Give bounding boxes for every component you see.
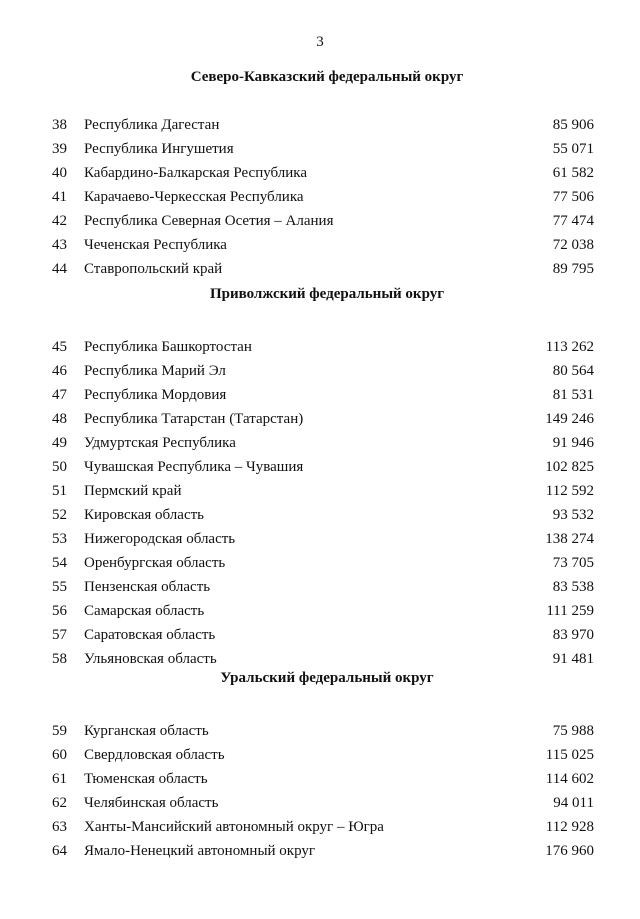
- table-rows: [0, 335, 640, 671]
- region-name: Оренбургская область: [84, 555, 226, 571]
- row-number: 64: [52, 843, 67, 859]
- region-name: Республика Татарстан (Татарстан): [84, 411, 304, 427]
- row-number: 54: [52, 555, 67, 571]
- region-value: 72 038: [552, 237, 594, 253]
- section-title: Северо-Кавказский федеральный округ: [190, 69, 464, 85]
- table-row: [0, 335, 640, 359]
- region-value: 80 564: [552, 363, 594, 379]
- region-name: Республика Дагестан: [84, 117, 220, 133]
- region-name: Челябинская область: [84, 795, 219, 811]
- region-value: 91 946: [552, 435, 594, 451]
- table-row: [0, 431, 640, 455]
- row-number: 52: [52, 507, 67, 523]
- region-name: Самарская область: [84, 603, 205, 619]
- row-number: 42: [52, 213, 67, 229]
- region-value: 112 592: [545, 483, 594, 499]
- row-number: 62: [52, 795, 67, 811]
- region-value: 81 531: [552, 387, 594, 403]
- table-row: [0, 257, 640, 281]
- row-number: 58: [52, 651, 67, 667]
- table-row: [0, 623, 640, 647]
- table-row: [0, 839, 640, 863]
- row-number: 63: [52, 819, 67, 835]
- region-value: 102 825: [545, 459, 594, 475]
- region-value: 75 988: [552, 723, 594, 739]
- table-row: [0, 791, 640, 815]
- region-value: 176 960: [545, 843, 594, 859]
- table-row: [0, 113, 640, 137]
- region-name: Свердловская область: [84, 747, 225, 763]
- table-row: [0, 359, 640, 383]
- table-row: [0, 233, 640, 257]
- section-ural: [0, 668, 640, 863]
- region-value: 73 705: [552, 555, 594, 571]
- table-row: [0, 767, 640, 791]
- table-row: [0, 719, 640, 743]
- region-name: Кировская область: [84, 507, 205, 523]
- page-number: 3: [316, 34, 324, 50]
- region-value: 138 274: [545, 531, 594, 547]
- region-name: Пензенская область: [84, 579, 211, 595]
- row-number: 48: [52, 411, 67, 427]
- region-value: 113 262: [545, 339, 594, 355]
- row-number: 44: [52, 261, 67, 277]
- row-number: 39: [52, 141, 67, 157]
- region-name: Ханты-Мансийский автономный округ – Югра: [84, 819, 384, 835]
- region-name: Республика Марий Эл: [84, 363, 226, 379]
- region-name: Республика Ингушетия: [84, 141, 234, 157]
- region-value: 91 481: [552, 651, 594, 667]
- table-row: [0, 599, 640, 623]
- region-value: 149 246: [545, 411, 594, 427]
- region-value: 55 071: [552, 141, 594, 157]
- region-name: Ямало-Ненецкий автономный округ: [84, 843, 316, 859]
- region-name: Курганская область: [84, 723, 209, 739]
- table-row: [0, 503, 640, 527]
- row-number: 38: [52, 117, 67, 133]
- region-value: 77 506: [552, 189, 594, 205]
- row-number: 51: [52, 483, 67, 499]
- table-row: [0, 185, 640, 209]
- region-value: 83 538: [552, 579, 594, 595]
- section-title: Приволжский федеральный округ: [209, 286, 445, 302]
- region-value: 85 906: [552, 117, 594, 133]
- table-rows: [0, 719, 640, 863]
- region-name: Нижегородская область: [84, 531, 236, 547]
- row-number: 57: [52, 627, 67, 643]
- region-name: Ставропольский край: [84, 261, 223, 277]
- table-row: [0, 743, 640, 767]
- region-value: 77 474: [552, 213, 594, 229]
- region-value: 61 582: [552, 165, 594, 181]
- row-number: 46: [52, 363, 67, 379]
- region-name: Кабардино-Балкарская Республика: [84, 165, 308, 181]
- row-number: 50: [52, 459, 67, 475]
- table-row: [0, 479, 640, 503]
- row-number: 40: [52, 165, 67, 181]
- region-value: 114 602: [545, 771, 594, 787]
- table-row: [0, 161, 640, 185]
- table-row: [0, 209, 640, 233]
- table-row: [0, 407, 640, 431]
- region-value: 93 532: [552, 507, 594, 523]
- row-number: 53: [52, 531, 67, 547]
- region-name: Ульяновская область: [84, 651, 217, 667]
- table-row: [0, 383, 640, 407]
- row-number: 43: [52, 237, 67, 253]
- section-north-caucasus: [0, 67, 640, 281]
- table-row: [0, 815, 640, 839]
- region-name: Саратовская область: [84, 627, 216, 643]
- row-number: 59: [52, 723, 67, 739]
- region-value: 83 970: [552, 627, 594, 643]
- region-name: Удмуртская Республика: [84, 435, 236, 451]
- region-name: Карачаево-Черкесская Республика: [84, 189, 304, 205]
- row-number: 45: [52, 339, 67, 355]
- row-number: 55: [52, 579, 67, 595]
- table-row: [0, 575, 640, 599]
- region-name: Тюменская область: [84, 771, 208, 787]
- row-number: 47: [52, 387, 67, 403]
- region-name: Республика Северная Осетия – Алания: [84, 213, 334, 229]
- region-name: Чеченская Республика: [84, 237, 227, 253]
- table-row: [0, 455, 640, 479]
- row-number: 41: [52, 189, 67, 205]
- region-value: 115 025: [545, 747, 594, 763]
- row-number: 49: [52, 435, 67, 451]
- section-volga: [0, 284, 640, 671]
- table-rows: [0, 113, 640, 281]
- region-name: Чувашская Республика – Чувашия: [84, 459, 304, 475]
- row-number: 60: [52, 747, 67, 763]
- table-row: [0, 137, 640, 161]
- region-name: Республика Башкортостан: [84, 339, 252, 355]
- row-number: 56: [52, 603, 67, 619]
- region-value: 112 928: [545, 819, 594, 835]
- section-title: Уральский федеральный округ: [220, 670, 434, 686]
- region-name: Пермский край: [84, 483, 182, 499]
- region-value: 94 011: [553, 795, 594, 811]
- region-value: 89 795: [552, 261, 594, 277]
- region-value: 111 259: [546, 603, 594, 619]
- region-name: Республика Мордовия: [84, 387, 227, 403]
- table-row: [0, 551, 640, 575]
- table-row: [0, 527, 640, 551]
- row-number: 61: [52, 771, 67, 787]
